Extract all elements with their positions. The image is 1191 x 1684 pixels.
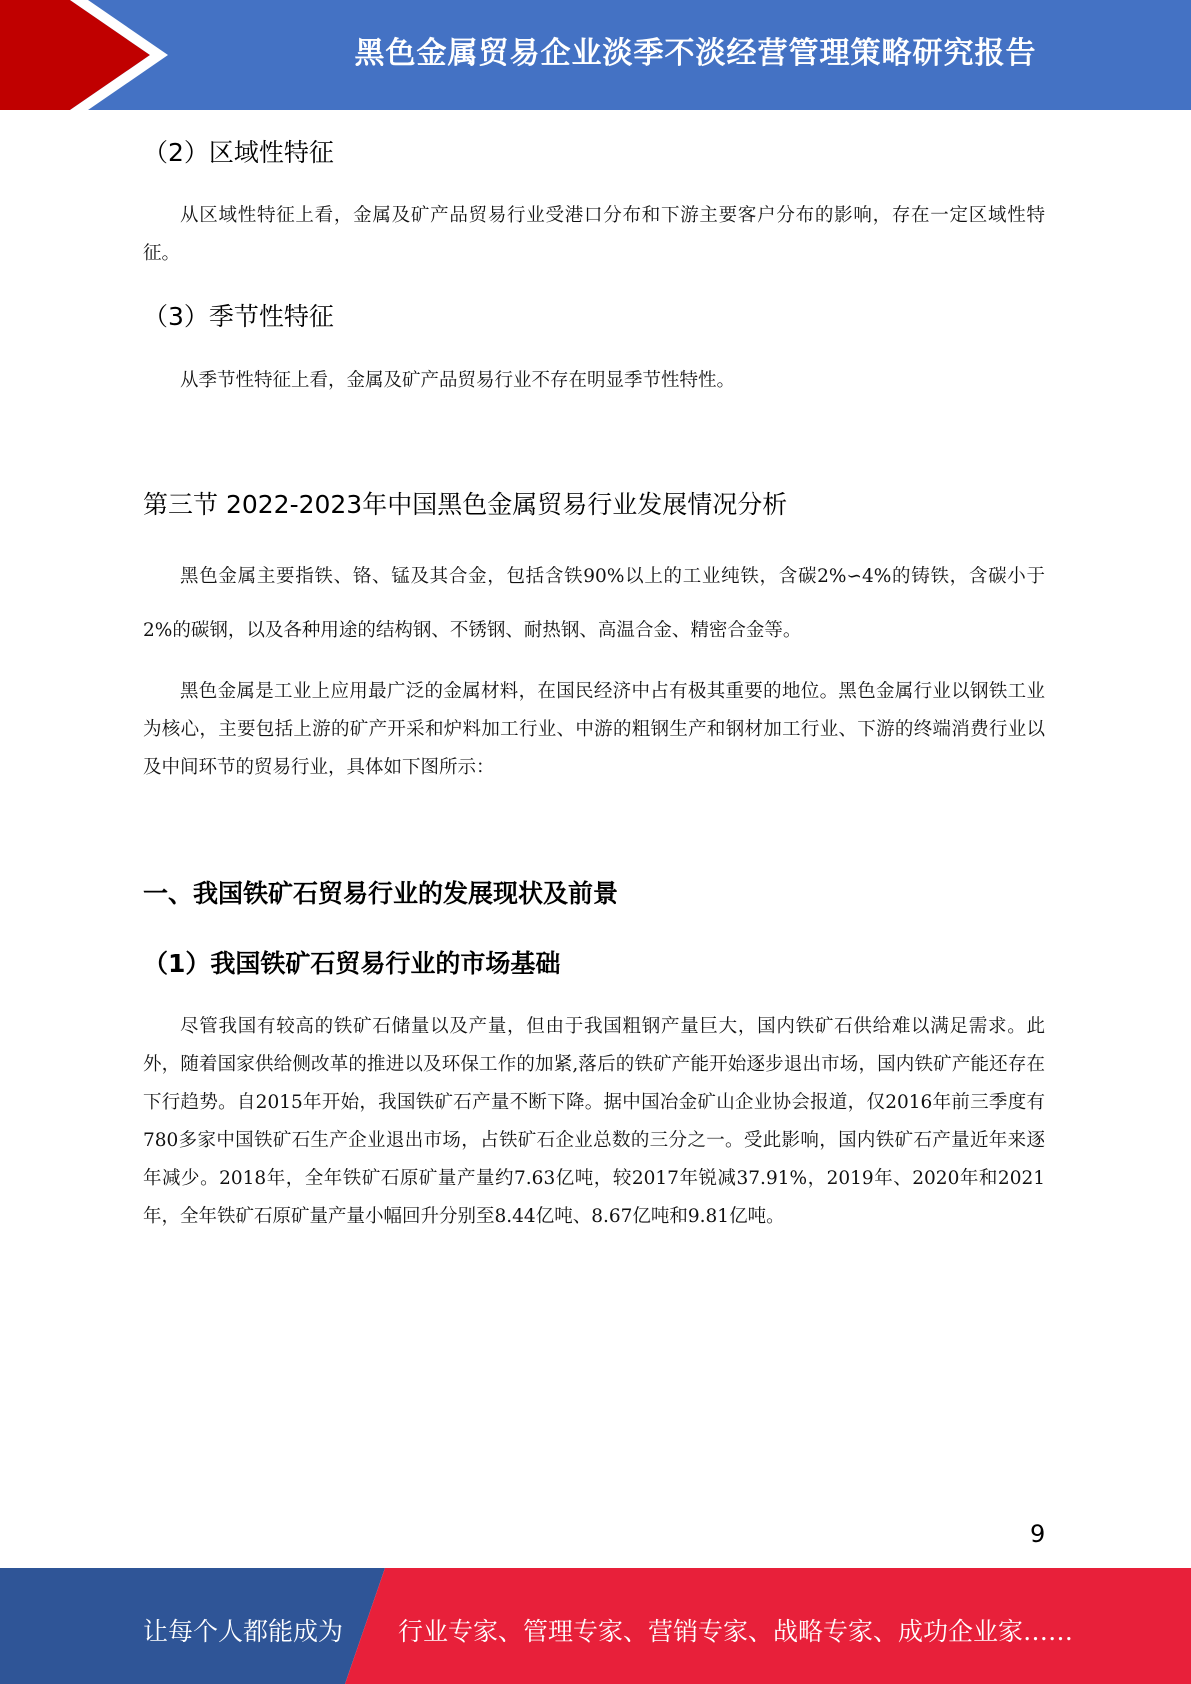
- footer-slogan-right: 行业专家、管理专家、营销专家、战略专家、成功企业家……: [398, 1617, 1074, 1646]
- paragraph-seasonal-features: 从季节性特征上看，金属及矿产品贸易行业不存在明显季节性特性。: [180, 370, 736, 391]
- page-footer: [0, 1568, 1191, 1684]
- section-three-heading: 第三节 2022-2023年中国黑色金属贸易行业发展情况分析: [143, 490, 788, 519]
- header-red-chevron: [0, 0, 150, 110]
- paragraph-regional-features: 从区域性特征上看，金属及矿产品贸易行业受港口分布和下游主要客户分布的影响，存在一定区域性特征。: [143, 205, 1045, 264]
- header-title: 黑色金属贸易企业淡季不淡经营管理策略研究报告: [354, 36, 1037, 71]
- part-one-heading: 一、我国铁矿石贸易行业的发展现状及前景: [143, 879, 619, 908]
- page-header: [0, 0, 1191, 110]
- heading-regional-features: （2）区域性特征: [143, 138, 334, 167]
- paragraph-ferrous-industry: 黑色金属是工业上应用最广泛的金属材料，在国民经济中占有极其重要的地位。黑色金属行业以钢铁工业为核心，主要包括上游的矿产开采和炉料加工行业、中游的粗钢生产和钢材加工行业、下游的终端消费行业以及中间环节的贸易行业，具体如下图所示：: [143, 681, 1045, 778]
- paragraph-market-foundation: 尽管我国有较高的铁矿石储量以及产量，但由于我国粗钢产量巨大，国内铁矿石供给难以满足需求。此外，随着国家供给侧改革的推进以及环保工作的加紧,落后的铁矿产能开始逐步退出市场，国内铁矿产能还存在下行趋势。自2015年开始，我国铁矿石产量不断下降。据中国冶金矿山企业协会报道，仅2016年前三季度有780多家中国铁矿石生产企业退出市场，占铁矿石企业总数的三分之一。受此影响，国内铁矿石产量近年来逐年减少。2018年，全年铁矿石原矿量产量约7.63亿吨，较2017年锐减37.91%，2019年、2020年和2021年，全年铁矿石原矿量产量小幅回升分别至8.44亿吨、8.67亿吨和9.81亿吨。: [143, 1016, 1045, 1227]
- page-number: 9: [1030, 1520, 1046, 1548]
- footer-slogan-left: 让每个人都能成为: [143, 1617, 344, 1646]
- paragraph-ferrous-definition: 黑色金属主要指铁、铬、锰及其合金，包括含铁90%以上的工业纯铁，含碳2%∽4%的铸铁，含碳小于2%的碳钢，以及各种用途的结构钢、不锈钢、耐热钢、高温合金、精密合金等。: [143, 566, 1045, 641]
- heading-seasonal-features: （3）季节性特征: [143, 302, 334, 331]
- market-foundation-heading: （1）我国铁矿石贸易行业的市场基础: [143, 949, 561, 978]
